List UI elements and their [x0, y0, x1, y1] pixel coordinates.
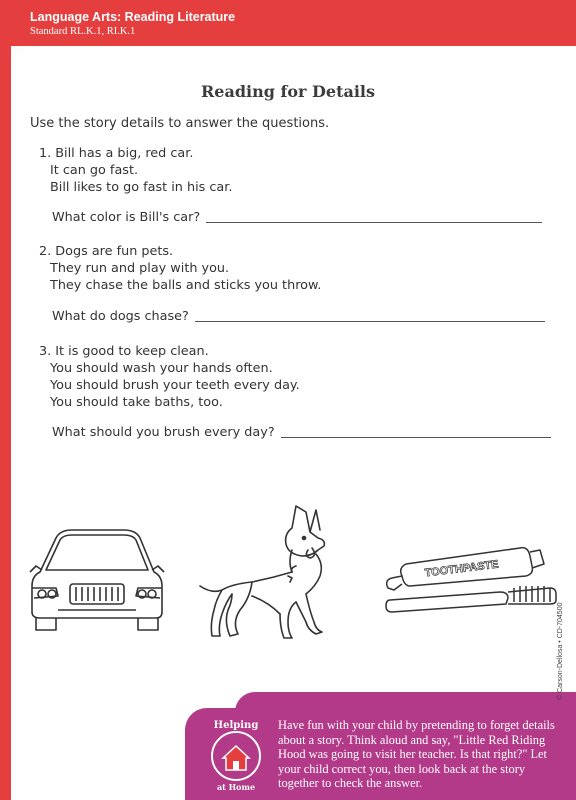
answer-row-3 [52, 425, 551, 440]
answer-line[interactable] [281, 437, 551, 438]
page-title: Reading for Details [200, 82, 376, 101]
instructions: Use the story details to answer the questions. [30, 116, 330, 131]
badge-bottom-label: at Home [216, 782, 256, 792]
question-prompt: What should you brush every day? [52, 425, 275, 440]
question-prompt: What color is Bill's car? [52, 210, 201, 225]
header-title: Language Arts: Reading Literature [30, 10, 236, 24]
question-1 [39, 145, 232, 196]
helping-at-home-badge [203, 716, 269, 792]
car-icon [28, 526, 166, 632]
answer-line[interactable] [195, 321, 545, 322]
question-2 [39, 243, 321, 294]
page-number: 10 [18, 768, 32, 782]
question-line: They run and play with you. [50, 261, 230, 276]
question-prompt: What do dogs chase? [52, 309, 189, 324]
question-line: You should brush your teeth every day. [50, 378, 300, 393]
question-line: It can go fast. [50, 163, 139, 178]
question-line: 3. It is good to keep clean. [39, 344, 209, 359]
answer-line[interactable] [206, 222, 542, 223]
question-line: You should take baths, too. [50, 395, 223, 410]
left-strip [0, 0, 11, 800]
question-line: You should wash your hands often. [50, 361, 273, 376]
question-line: Bill likes to go fast in his car. [50, 180, 233, 195]
question-line: They chase the balls and sticks you throw. [50, 278, 322, 293]
question-line: 2. Dogs are fun pets. [39, 244, 174, 259]
answer-row-1 [52, 210, 542, 225]
question-line: 1. Bill has a big, red car. [39, 146, 194, 161]
copyright-credit: © Carson-Dellosa • CD-704500 [557, 602, 564, 700]
helping-text: Have fun with your child by pretending to forget details about a story. Think aloud and say, "Little Red Riding Hood was going to visit her teacher. Is that right?" Let your child correct you, then look back at the story together to check the answer. [278, 718, 555, 791]
toothpaste-icon [380, 540, 562, 626]
question-3 [39, 343, 300, 411]
toothpaste-label: TOOTHPASTE [424, 558, 500, 580]
badge-top-label: Helping [213, 720, 259, 731]
dog-icon [192, 498, 352, 648]
header-standard: Standard RL.K.1, RI.K.1 [30, 26, 136, 37]
answer-row-2 [52, 309, 545, 324]
